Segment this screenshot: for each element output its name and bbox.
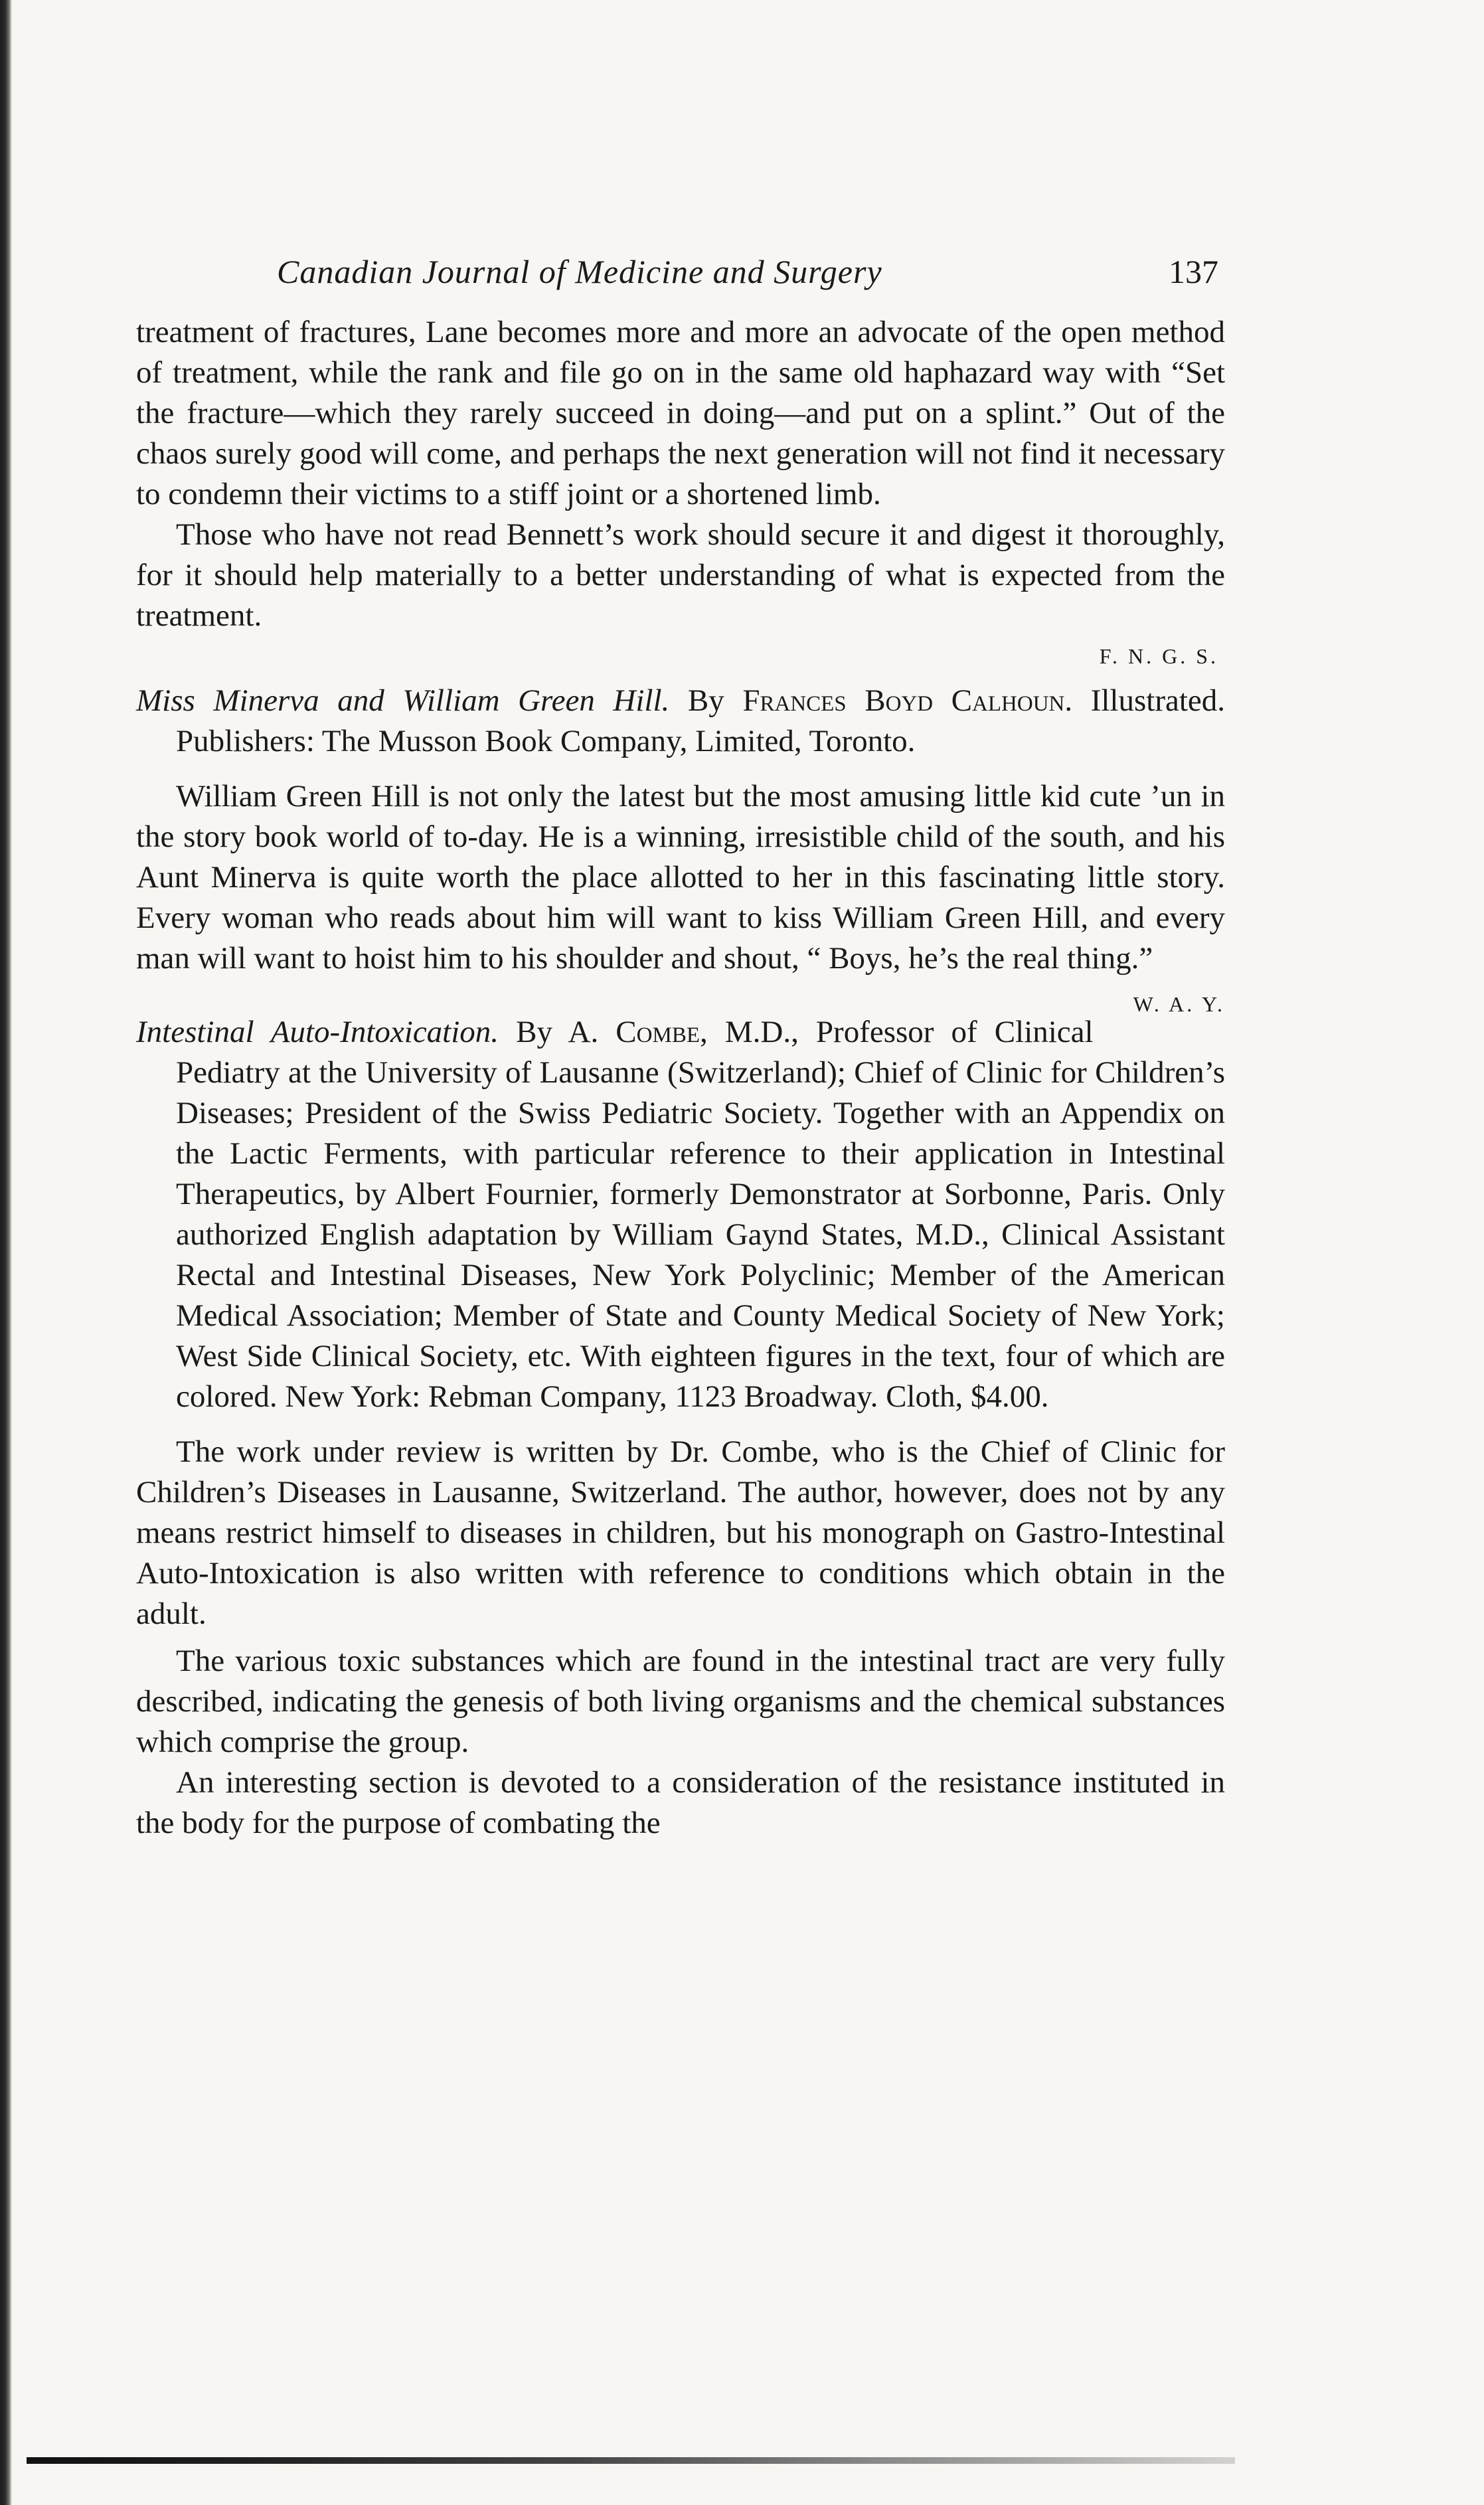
reviewer-signature-fngs: F. N. G. S. [1099,644,1218,668]
review-entry-auto-intoxication [136,1012,1225,1417]
book-details: Illustrated. Publishers: The Musson Book Company, Limited, Toronto. [176,683,1226,758]
paragraph-toxic-substances: The various toxic substances which are found in the intestinal tract are very fully described, indicating the genesis of both living organisms and the chemical substances which comprise the group. [136,1644,1225,1759]
by-word: By [687,683,724,718]
bottom-scan-edge [27,2457,1235,2464]
paragraph-fractures: treatment of fractures, Lane becomes more and more an advocate of the open method of treatment, while the rank and file go on in the same old haphazard way with “Set the fracture—which they rarely succeed in doing—and put on a splint.” Out of the chaos surely good will come, and perhaps the next generation will not find it necessary to condemn their victims to a stiff joint or a shortened limb. [136,315,1225,511]
running-title: Canadian Journal of Medicine and Surgery [277,253,882,290]
reviewer-signature-way: W. A. Y. [1133,992,1225,1016]
page-binding-edge [0,0,12,2505]
paragraph-resistance: An interesting section is devoted to a consideration of the resistance instituted in the body for the purpose of combating the [136,1765,1225,1840]
book-title: Intestinal Auto-Intoxication. [136,1015,499,1049]
review-text: William Green Hill is not only the latest but the most amusing little kid cute ’un in the story book world of to-day. He is a winning, irresistible child of the south, and his Aunt Minerva is quite worth the place allotted to her in this fascinating little story. Every woman who reads about him will want to kiss William Green Hill, and every man will want to hoist him to his shoulder and shout, “ Boys, he’s the real thing.” [136,779,1225,976]
book-title: Miss Minerva and William Green Hill. [136,683,670,718]
book-author: Frances Boyd Calhoun. [742,683,1073,718]
paragraph-bennett: Those who have not read Bennett’s work should secure it and digest it thoroughly, for it should help materially to a better understanding of what is expected from the treatment. [136,517,1225,633]
review-entry-miss-minerva [136,681,1225,762]
book-details: M.D., Professor of Clinical Pediatry at the University of Lausanne (Switzerland); Chief of Clinic for Children’s Diseases; President of the Swiss Pediatric Society. Together with an Appendix on the Lactic Ferments, with particular reference to their application in Intestinal Therapeutics, by Albert Fournier, formerly Demonstrator at Sorbonne, Paris. Only authorized English adaptation by William Gaynd States, M.D., Clinical Assistant Rectal and Intestinal Diseases, New York Polyclinic; Member of the American Medical Association; Member of State and County Medical Society of New York; West Side Clinical Society, etc. With eighteen figures in the text, four of which are colored. New York: Rebman Company, 1123 Broadway. Cloth, $4.00. [176,1015,1225,1414]
book-author: Combe, [616,1015,708,1049]
paragraph-william-green-hill [136,776,1225,1016]
paragraph-combe-review: The work under review is written by Dr. Combe, who is the Chief of Clinic for Children’s Diseases in Lausanne, Switzerland. The author, however, does not by any means restrict himself to diseases in children, but his monograph on Gastro-Intestinal Auto-Intoxication is also written with reference to conditions which obtain in the adult. [136,1434,1225,1631]
page-header [136,252,1225,312]
page-number: 137 [1169,253,1218,290]
by-word: By A. [516,1015,599,1049]
journal-page [136,252,1225,1844]
